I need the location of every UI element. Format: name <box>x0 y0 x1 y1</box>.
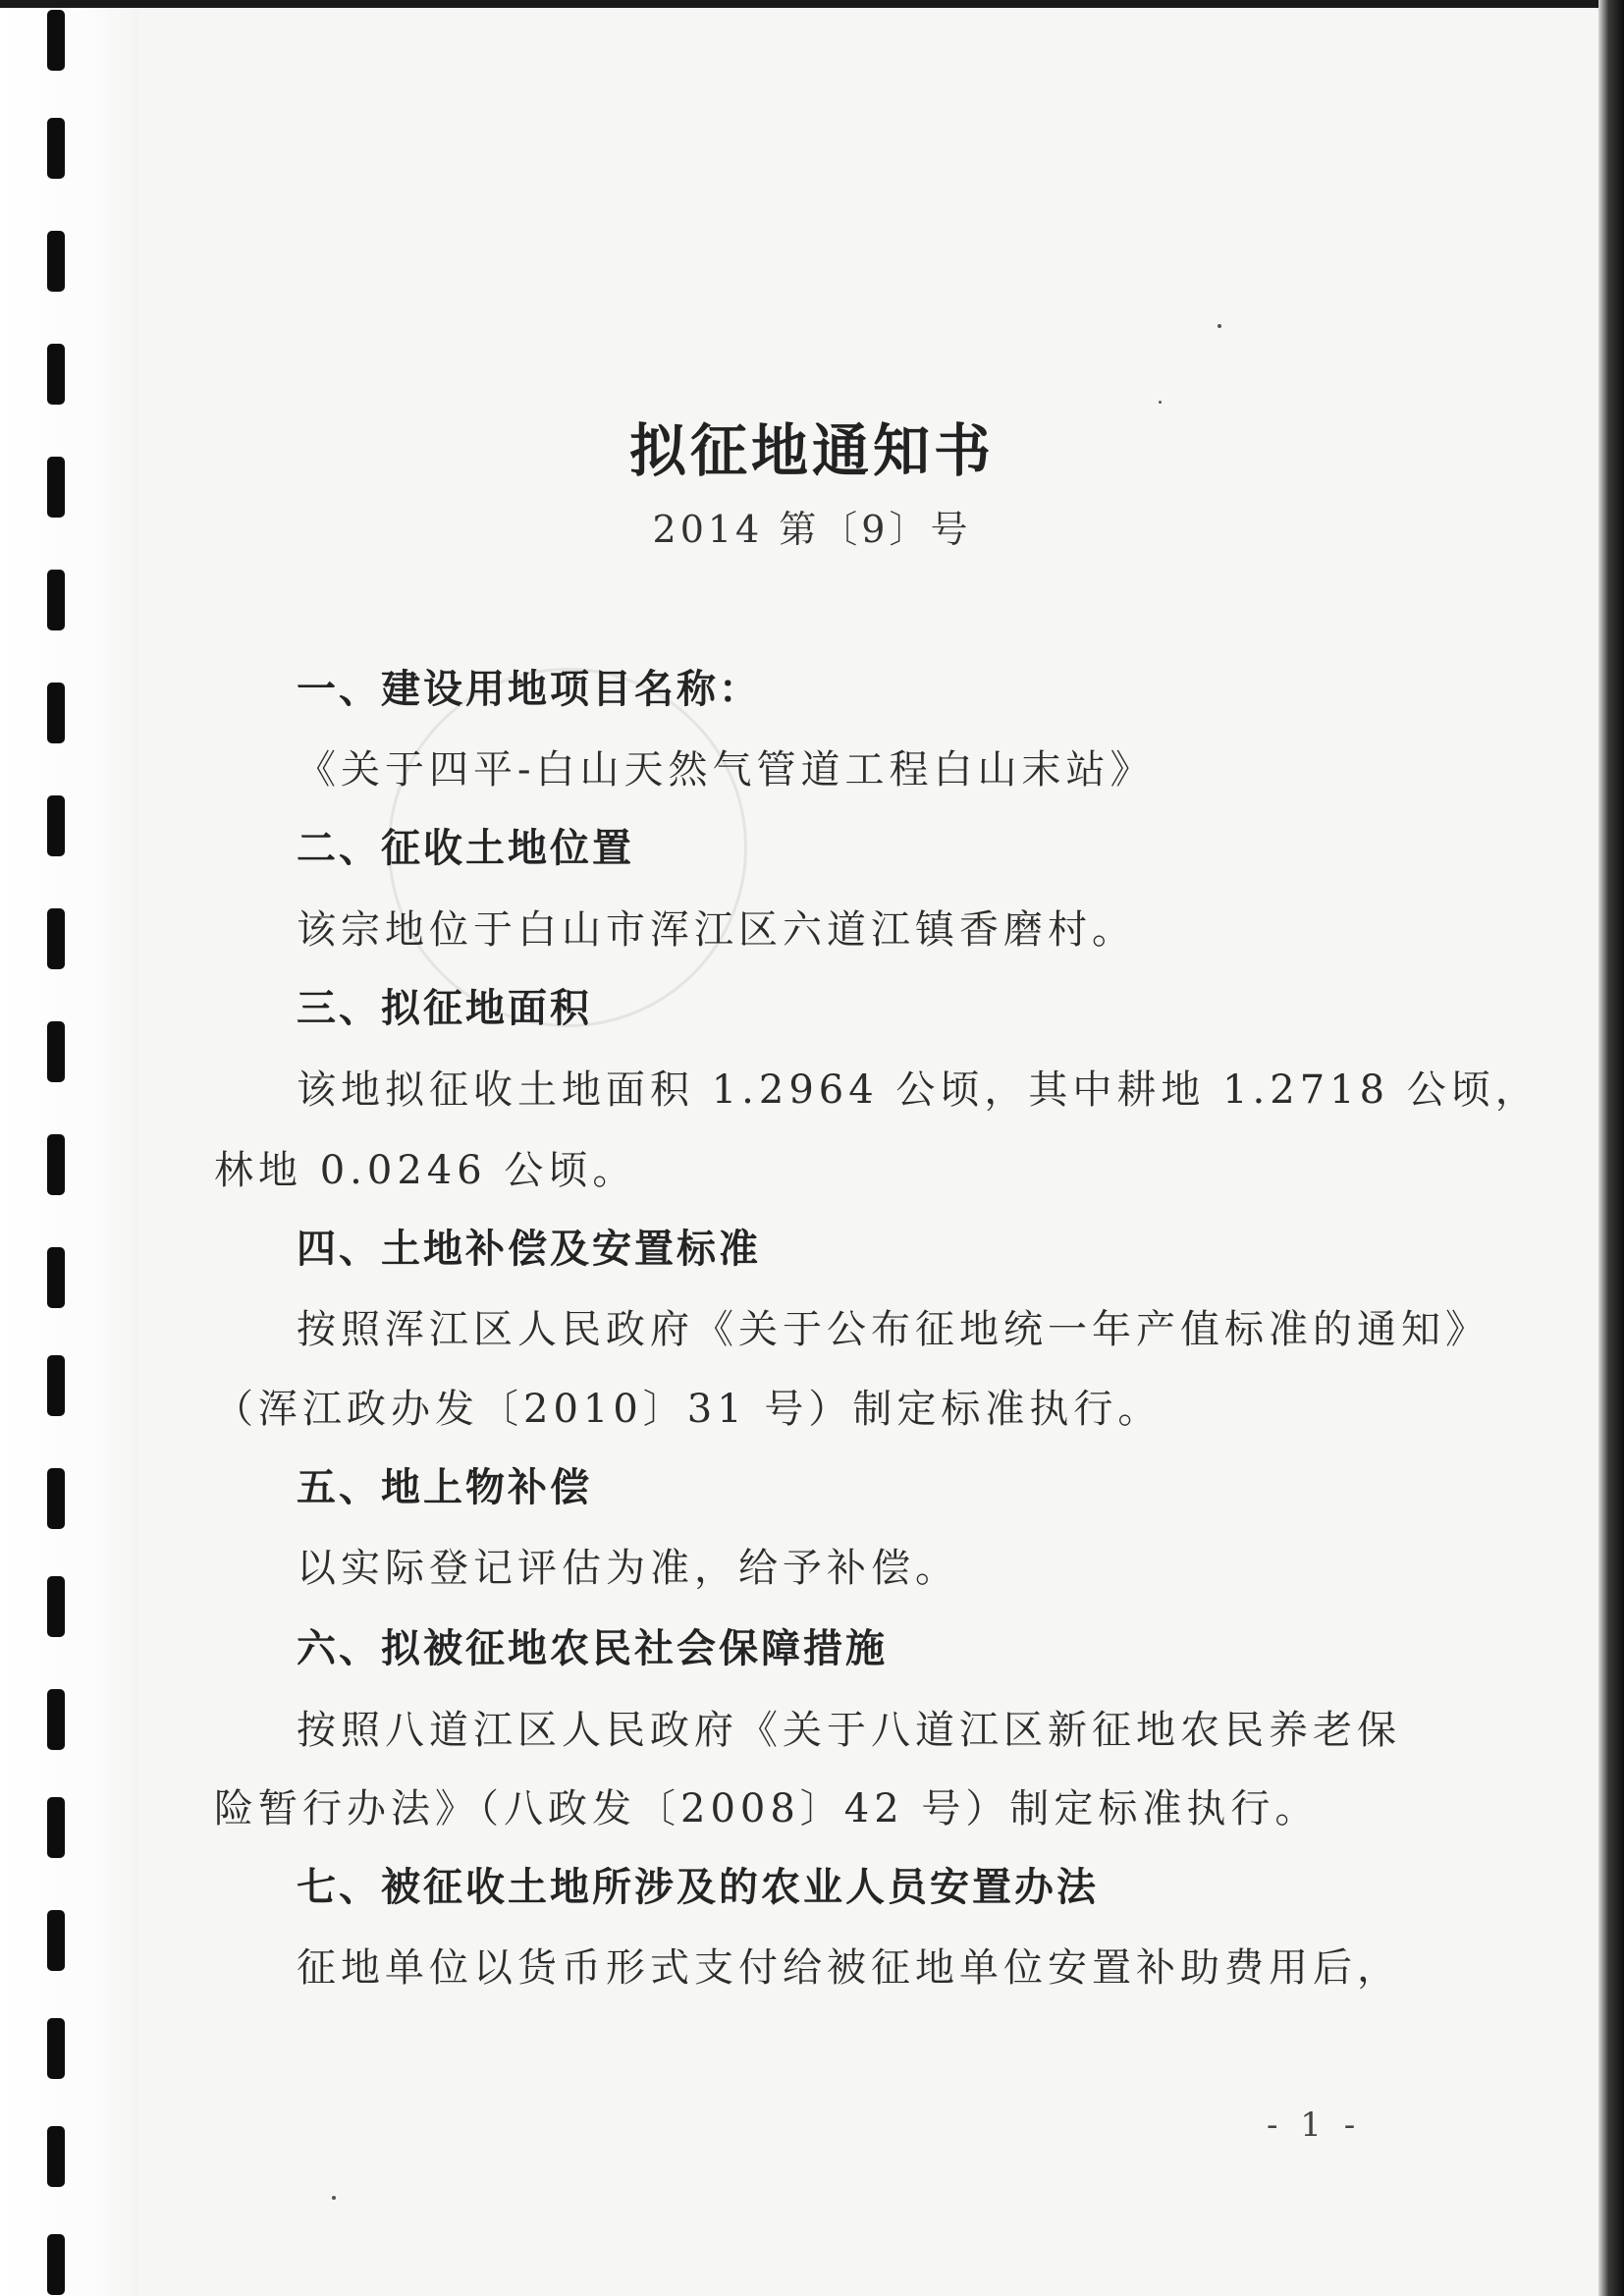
punch-hole <box>47 795 65 856</box>
punch-hole <box>47 2126 65 2187</box>
section-heading: 四、土地补偿及安置标准 <box>297 1227 761 1272</box>
section-line: 该地拟征收土地面积 1.2964 公顷，其中耕地 1.2718 公顷， <box>297 1067 1540 1113</box>
punch-hole <box>47 2234 65 2295</box>
punch-hole <box>47 1355 65 1416</box>
punch-hole <box>47 10 65 71</box>
scanner-right-edge <box>1598 0 1624 2296</box>
punch-hole <box>47 908 65 969</box>
section-line: 《关于四平-白山天然气管道工程白山末站》 <box>297 747 1155 793</box>
section-heading: 六、拟被征地农民社会保障措施 <box>297 1626 888 1671</box>
document-title: 拟征地通知书 <box>628 417 995 484</box>
punch-hole <box>47 1134 65 1195</box>
punch-hole <box>47 1576 65 1637</box>
page-number: - 1 - <box>1267 2105 1362 2145</box>
punch-hole <box>47 1247 65 1308</box>
punch-hole <box>47 1468 65 1529</box>
section-line: （浑江政办发〔2010〕31 号）制定标准执行。 <box>214 1387 1163 1432</box>
punch-hole <box>47 570 65 630</box>
section-line: 该宗地位于白山市浑江区六道江镇香磨村。 <box>297 907 1136 953</box>
section-heading: 一、建设用地项目名称： <box>297 667 761 712</box>
punch-hole <box>47 683 65 743</box>
scan-speck <box>332 2196 336 2200</box>
section-line: 林地 0.0246 公顷。 <box>214 1148 637 1193</box>
section-line: 按照八道江区人民政府《关于八道江区新征地农民养老保 <box>297 1708 1401 1753</box>
punch-hole <box>47 2018 65 2079</box>
punch-hole <box>47 344 65 405</box>
punch-hole <box>47 1689 65 1750</box>
punch-hole <box>47 118 65 179</box>
punch-hole <box>47 1910 65 1971</box>
section-heading: 二、征收土地位置 <box>297 826 634 871</box>
scan-speck <box>1218 324 1221 328</box>
section-line: 以实际登记评估为准，给予补偿。 <box>297 1546 959 1591</box>
document-number: 2014 第〔9〕号 <box>652 508 972 551</box>
section-line: 险暂行办法》（八政发〔2008〕42 号）制定标准执行。 <box>214 1786 1320 1831</box>
section-heading: 五、地上物补偿 <box>297 1465 592 1510</box>
binding-strip <box>0 0 137 2296</box>
section-line: 征地单位以货币形式支付给被征地单位安置补助费用后， <box>297 1945 1401 1991</box>
punch-hole <box>47 1797 65 1858</box>
scanner-top-edge <box>0 0 1624 8</box>
section-heading: 七、被征收土地所涉及的农业人员安置办法 <box>297 1865 1099 1910</box>
punch-hole <box>47 231 65 292</box>
section-line: 按照浑江区人民政府《关于公布征地统一年产值标准的通知》 <box>297 1307 1489 1352</box>
scan-speck <box>1159 401 1162 404</box>
punch-hole <box>47 1021 65 1082</box>
section-heading: 三、拟征地面积 <box>297 986 592 1031</box>
